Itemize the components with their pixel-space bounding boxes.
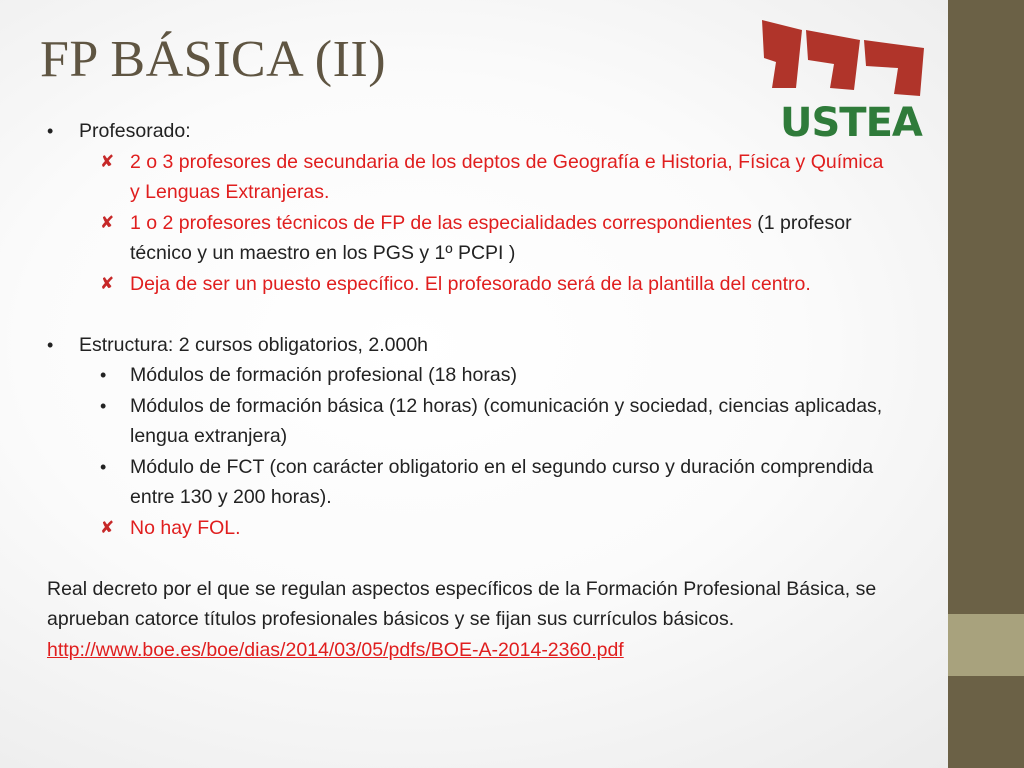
list-item [47,513,897,544]
x-mark-icon: ✘ [100,212,115,232]
slide-body [47,116,897,665]
list-item [47,360,897,391]
logo-text: USTEA [780,100,922,142]
list-item-text: Deja de ser un puesto específico. El profesorado será de la plantilla del centro. [130,272,811,295]
logo-flags-icon [762,20,924,96]
list-item-text: Módulo de FCT (con carácter obligatorio en el segundo curso y duración comprendida entre 130 y 200 horas). [130,455,874,508]
decorative-sidebar-accent [948,614,1024,676]
list-item-text: 2 o 3 profesores de secundaria de los deptos de Geografía e Historia, Física y Química y Lenguas Extranjeras. [130,150,884,203]
list-item-note: (1 profesor técnico y un maestro en los PGS y 1º PCPI ) [130,211,852,264]
bullet-icon [100,360,106,391]
x-mark-icon: ✘ [100,517,115,537]
spacer [47,543,897,574]
x-mark-icon: ✘ [100,151,115,171]
list-item-profesorado [47,116,897,147]
footer-paragraph [47,574,897,666]
list-item [47,452,897,513]
bullet-icon [100,391,106,422]
slide-title: FP BÁSICA (II) [40,31,387,88]
list-item [47,208,897,269]
list-item-text: Módulos de formación profesional (18 horas) [130,364,517,386]
list-item-text: Módulos de formación básica (12 horas) (comunicación y sociedad, ciencias aplicadas, lengua extranjera) [130,394,883,447]
spacer [47,299,897,330]
list-item [47,391,897,452]
boe-pdf-link[interactable]: http://www.boe.es/boe/dias/2014/03/05/pdfs/BOE-A-2014-2360.pdf [47,638,624,661]
bullet-icon [47,330,53,361]
list-item [47,269,897,300]
bullet-icon [47,116,53,147]
x-mark-icon: ✘ [100,273,115,293]
footer-text: Real decreto por el que se regulan aspectos específicos de la Formación Profesional Básica, se aprueban catorce títulos profesionales básicos y se fijan sus currículos básicos. [47,577,877,630]
list-item-text: No hay FOL. [130,516,241,539]
estructura-label: Estructura: 2 cursos obligatorios, 2.000h [79,333,429,356]
list-item-estructura [47,330,897,361]
profesorado-label: Profesorado: [79,120,191,142]
list-item [47,147,897,208]
list-item-text: 1 o 2 profesores técnicos de FP de las especialidades correspondientes [130,211,752,234]
bullet-icon [100,452,106,483]
